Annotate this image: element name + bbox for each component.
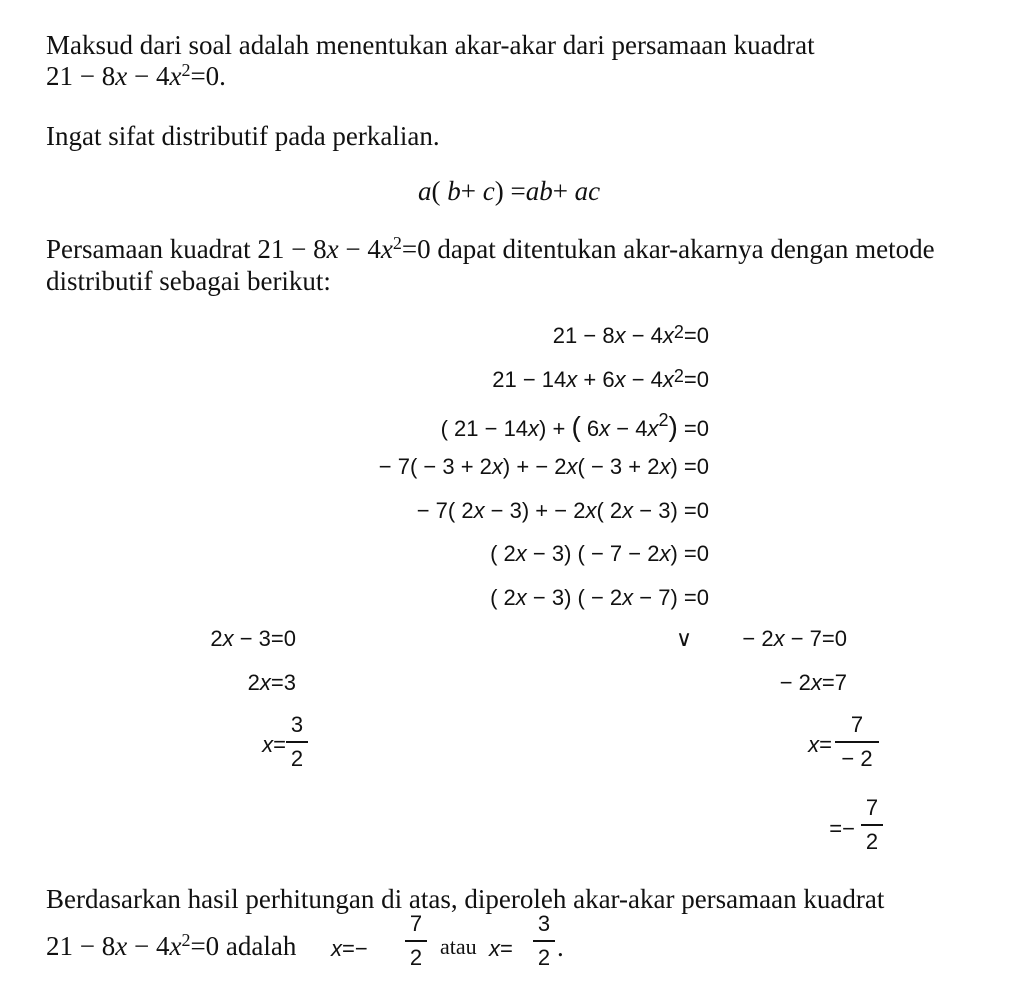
eq-part: − 4 [127, 61, 170, 91]
intro-line-1: Maksud dari soal adalah menentukan akar-akar dari persamaan kuadrat [46, 30, 815, 60]
right-fraction-1 [835, 714, 879, 770]
eq-part: 21 − 8 [46, 931, 116, 961]
denominator: 2 [865, 828, 879, 854]
left-fraction [286, 714, 308, 770]
fraction-bar [533, 940, 555, 942]
eq-part: − 4 [127, 931, 170, 961]
right-branch-3-lhs: x= [808, 732, 832, 757]
answer-x2-fraction [533, 913, 555, 969]
method-line-1: Persamaan kuadrat $21 - 8x - 4x^2=0$ dapat ditentukan akar-akarnya dengan metode [46, 233, 935, 264]
step-1: $21 - 8x - 4x^2=0$ [552, 322, 709, 348]
step-3: ( 21 − 14x) + ( $6x - 4x^2) =0$ [440, 410, 709, 442]
final-period: . [557, 932, 564, 962]
numerator: 3 [290, 712, 304, 737]
denominator: 2 [537, 944, 551, 970]
denominator: 2 [409, 944, 423, 970]
answer-x1-fraction [405, 913, 427, 969]
method-part: Persamaan kuadrat 21 − 8 [46, 234, 327, 264]
denominator: 2 [290, 745, 304, 771]
answer-x1-lhs: x=− [331, 936, 368, 961]
eq-part: 21 − 8 [46, 61, 116, 91]
denominator: − 2 [841, 745, 873, 771]
method-part: − 4 [338, 234, 381, 264]
step-5: − 7( 2x − 3) + − 2x( 2x − 3) =0 [416, 498, 709, 523]
right-fraction-2 [861, 797, 883, 853]
numerator: 3 [537, 911, 551, 936]
eq-part: =0 adalah [190, 931, 297, 961]
left-branch-1: 2x − 3=0 [210, 626, 296, 651]
property-text: Ingat sifat distributif pada perkalian. [46, 121, 440, 151]
right-branch-2: − 2x=7 [779, 670, 847, 695]
method-line-2: distributif sebagai berikut: [46, 266, 331, 296]
numerator: 7 [409, 911, 423, 936]
conclusion-equation: $21 - 8x - 4x^2=0$ adalah [46, 930, 297, 961]
fraction-bar [286, 741, 308, 743]
distributive-formula: a( b+ c) =ab+ ac [418, 176, 601, 206]
step-4: − 7( − 3 + 2x) + − 2x( − 3 + 2x) =0 [378, 454, 709, 479]
numerator: 7 [865, 795, 879, 820]
left-branch-2: 2x=3 [247, 670, 296, 695]
fraction-bar [835, 741, 879, 743]
step-2: $21 - 14x + 6x - 4x^2=0$ [492, 366, 709, 392]
conclusion-line-1: Berdasarkan hasil perhitungan di atas, diperoleh akar-akar persamaan kuadrat [46, 884, 885, 914]
step-7: ( 2x − 3) ( − 2x − 7) =0 [490, 585, 709, 610]
numerator: 7 [850, 712, 864, 737]
answer-x2-lhs: x= [489, 936, 513, 961]
fraction-bar [405, 940, 427, 942]
right-branch-4-lhs: =− [829, 816, 855, 841]
atau-word: atau [440, 934, 477, 959]
eq-part: =0. [190, 61, 226, 91]
or-symbol: ∨ [676, 626, 693, 651]
method-part: =0 dapat ditentukan akar-akarnya dengan metode [401, 234, 935, 264]
right-branch-1: − 2x − 7=0 [742, 626, 847, 651]
left-branch-3-lhs: x= [262, 732, 286, 757]
intro-equation: $21 - 8x - 4x^2=0$. [46, 60, 226, 91]
fraction-bar [861, 824, 883, 826]
step-6: ( 2x − 3) ( − 7 − 2x) =0 [490, 541, 709, 566]
